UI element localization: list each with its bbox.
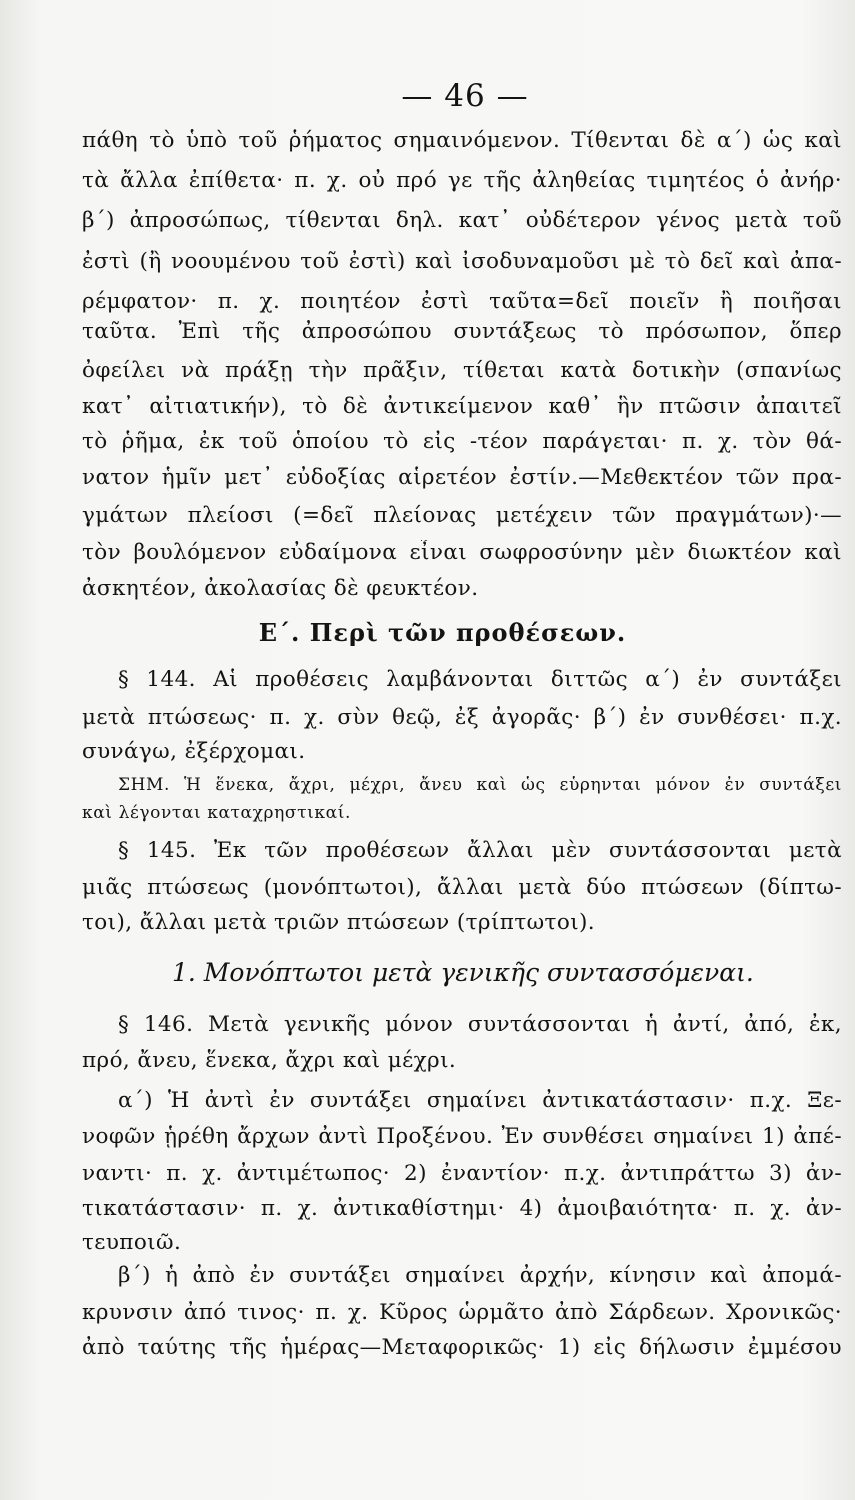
- text-line: ἐστὶ (ἢ νοουμένου τοῦ ἐστὶ) καὶ ἰσοδυναμοῦσι μὲ τὸ δεῖ καὶ ἀπα-: [82, 249, 842, 274]
- text-line: β΄) ἡ ἀπὸ ἐν συντάξει σημαίνει ἀρχήν, κίνησιν καὶ ἀπομά-: [118, 1263, 842, 1288]
- text-line: συνάγω, ἐξέρχομαι.: [82, 739, 306, 764]
- text-line: ναντι· π. χ. ἀντιμέτωπος· 2) ἐναντίον· π.χ. ἀντιπράττω 3) ἀν-: [82, 1161, 842, 1186]
- section-heading: Ε΄. Περὶ τῶν προθέσεων.: [258, 618, 627, 647]
- text-line: πάθη τὸ ὑπὸ τοῦ ῥήματος σημαινόμενον. Τίθενται δὲ α΄) ὡς καὶ: [82, 128, 842, 153]
- text-line: κρυνσιν ἀπό τινος· π. χ. Κῦρος ὡρμᾶτο ἀπὸ Σάρδεων. Χρονικῶς·: [82, 1300, 842, 1325]
- text-line: ρέμφατον· π. χ. ποιητέον ἐστὶ ταῦτα=δεῖ ποιεῖν ἢ ποιῆσαι: [82, 289, 842, 314]
- text-line: μετὰ πτώσεως· π. χ. σὺν θεῷ, ἐξ ἀγορᾶς· β΄) ἐν συνθέσει· π.χ.: [82, 705, 842, 730]
- text-line: τὰ ἄλλα ἐπίθετα· π. χ. οὐ πρό γε τῆς ἀληθείας τιμητέος ὁ ἀνήρ·: [82, 168, 842, 193]
- text-line: γμάτων πλείοσι (=δεῖ πλείονας μετέχειν τῶν πραγμάτων)·—: [82, 503, 842, 528]
- text-line: § 144. Αἱ προθέσεις λαμβάνονται διττῶς α΄) ἐν συντάξει: [118, 667, 842, 692]
- text-line: § 146. Μετὰ γενικῆς μόνον συντάσσονται ἡ ἀντί, ἀπό, ἐκ,: [118, 1012, 842, 1037]
- subsection-heading: 1. Μονόπτωτοι μετὰ γενικῆς συντασσόμεναι.: [172, 958, 754, 987]
- note-line: ΣΗΜ. Ἡ ἕνεκα, ἄχρι, μέχρι, ἄνευ καὶ ὡς εὑρηνται μόνον ἐν συντάξει: [118, 775, 842, 795]
- text-line: ἀπὸ ταύτης τῆς ἡμέρας—Μεταφορικῶς· 1) εἰς δήλωσιν ἐμμέσου: [82, 1335, 842, 1360]
- note-line: καὶ λέγονται καταχρηστικαί.: [82, 803, 351, 823]
- text-line: κατ᾽ αἰτιατικήν), τὸ δὲ ἀντικείμενον καθ᾽ ἣν πτῶσιν ἀπαιτεῖ: [82, 394, 842, 419]
- text-line: τοι), ἄλλαι μετὰ τριῶν πτώσεων (τρίπτωτοι).: [82, 910, 596, 935]
- text-line: ὀφείλει νὰ πράξῃ τὴν πρᾶξιν, τίθεται κατὰ δοτικὴν (σπανίως: [82, 358, 842, 383]
- text-line: τευποιῶ.: [82, 1230, 182, 1255]
- text-line: α΄) Ἡ ἀντὶ ἐν συντάξει σημαίνει ἀντικατάστασιν· π.χ. Ξε-: [118, 1088, 842, 1113]
- text-line: τὸν βουλόμενον εὐδαίμονα εἶναι σωφροσύνην μὲν διωκτέον καὶ: [82, 540, 842, 565]
- text-line: ταῦτα. Ἐπὶ τῆς ἀπροσώπου συντάξεως τὸ πρόσωπον, ὅπερ: [82, 319, 842, 344]
- text-line: β΄) ἀπροσώπως, τίθενται δηλ. κατ᾽ οὐδέτερον γένος μετὰ τοῦ: [82, 208, 842, 233]
- text-line: μιᾶς πτώσεως (μονόπτωτοι), ἄλλαι μετὰ δύο πτώσεων (δίπτω-: [82, 875, 842, 900]
- text-line: νοφῶν ᾑρέθη ἄρχων ἀντὶ Προξένου. Ἐν συνθέσει σημαίνει 1) ἀπέ-: [82, 1124, 842, 1149]
- text-line: τὸ ῥῆμα, ἐκ τοῦ ὁποίου τὸ εἰς -τέον παράγεται· π. χ. τὸν θά-: [82, 429, 842, 454]
- text-line: § 145. Ἐκ τῶν προθέσεων ἄλλαι μὲν συντάσσονται μετὰ: [118, 838, 842, 863]
- text-line: νατον ἡμῖν μετ᾽ εὐδοξίας αἱρετέον ἐστίν.—Μεθεκτέον τῶν πρα-: [82, 465, 842, 490]
- text-line: τικατάστασιν· π. χ. ἀντικαθίστημι· 4) ἀμοιβαιότητα· π. χ. ἀν-: [82, 1196, 842, 1221]
- text-line: πρό, ἄνευ, ἕνεκα, ἄχρι καὶ μέχρι.: [82, 1048, 457, 1073]
- page-number: — 46 —: [401, 78, 529, 114]
- text-line: ἀσκητέον, ἀκολασίας δὲ φευκτέον.: [82, 576, 479, 601]
